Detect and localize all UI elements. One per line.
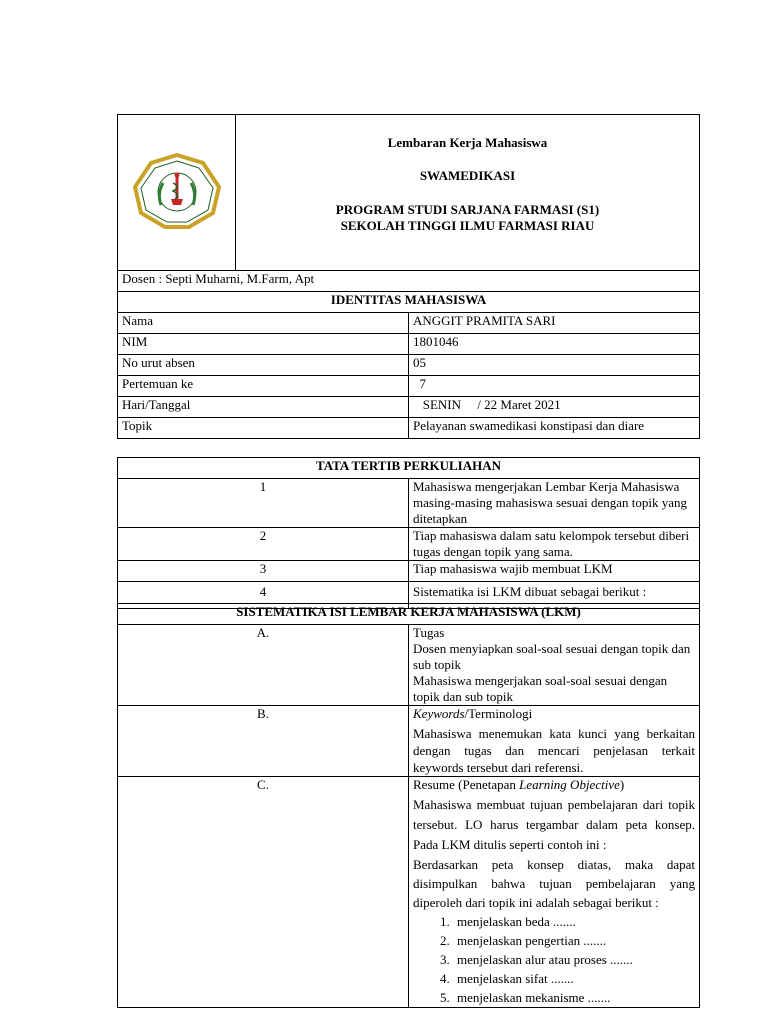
lkm-content-a xyxy=(409,625,700,706)
lkm-row-c xyxy=(118,777,700,1008)
identity-section-title: IDENTITAS MAHASISWA xyxy=(118,292,700,313)
identity-value: SENIN / 22 Maret 2021 xyxy=(409,397,700,418)
rule-row xyxy=(118,561,700,582)
title-cell xyxy=(236,115,700,271)
list-item: 1. menjelaskan beda ....... xyxy=(453,912,695,931)
identity-value: 1801046 xyxy=(409,334,700,355)
lkm-text: Mahasiswa menemukan kata kunci yang berkaitan dengan tugas dan mencari penjelasan terkait keywords tersebut dari referensi. xyxy=(413,726,695,775)
lkm-content-b xyxy=(409,706,700,777)
identity-value: 05 xyxy=(409,355,700,376)
identity-row-nim xyxy=(118,334,700,355)
rule-number: 4 xyxy=(118,582,409,609)
lecturer-text: Dosen : Septi Muharni, M.Farm, Apt xyxy=(118,271,700,292)
identity-value: ANGGIT PRAMITA SARI xyxy=(409,313,700,334)
rule-number: 2 xyxy=(118,528,409,561)
resume-italic: Learning Objective xyxy=(519,777,620,792)
lkm-text: Dosen menyiapkan soal-soal sesuai dengan topik dan sub topik xyxy=(413,641,691,672)
lkm-number: A. xyxy=(118,625,409,706)
lkm-text: Berdasarkan peta konsep diatas, maka dapat disimpulkan bahwa tujuan pembelajaran yang diperoleh dari topik ini adalah sebagai berikut : xyxy=(413,857,695,910)
rule-text: Tiap mahasiswa wajib membuat LKM xyxy=(409,561,700,582)
program-title: PROGRAM STUDI SARJANA FARMASI (S1) xyxy=(335,202,600,217)
rule-text: Sistematika isi LKM dibuat sebagai berikut : xyxy=(409,582,700,609)
resume-pre: Resume (Penetapan xyxy=(413,777,520,792)
lkm-title: SISTEMATIKA ISI LEMBAR KERJA MAHASISWA (LKM) xyxy=(118,604,700,625)
lkm-heading: Tugas xyxy=(413,625,445,640)
list-item: 3. menjelaskan alur atau proses ....... xyxy=(453,950,695,969)
rule-row xyxy=(118,528,700,561)
lkm-text: Mahasiswa membuat tujuan pembelajaran dari topik tersebut. LO harus tergambar dalam peta konsep. Pada LKM ditulis seperti contoh ini : xyxy=(413,797,695,852)
identity-row-nama xyxy=(118,313,700,334)
identity-label: Nama xyxy=(118,313,409,334)
identity-value: Pelayanan swamedikasi konstipasi dan diare xyxy=(409,418,700,439)
rules-title: TATA TERTIB PERKULIAHAN xyxy=(118,458,700,479)
identity-row-pertemuan xyxy=(118,376,700,397)
lkm-text: Mahasiswa mengerjakan soal-soal sesuai dengan topik dan sub topik xyxy=(413,673,668,704)
lkm-number: C. xyxy=(118,777,409,1008)
identity-label: No urut absen xyxy=(118,355,409,376)
lkm-heading xyxy=(413,706,695,722)
rule-number: 3 xyxy=(118,561,409,582)
lkm-row-b xyxy=(118,706,700,777)
identity-row-topik xyxy=(118,418,700,439)
lkm-content-c xyxy=(409,777,700,1008)
subject-title: SWAMEDIKASI xyxy=(419,168,516,183)
identity-row-absen xyxy=(118,355,700,376)
rule-text: Mahasiswa mengerjakan Lembar Kerja Mahasiswa masing-masing mahasiswa sesuai dengan topik yang ditetapkan xyxy=(409,479,700,528)
lkm-number: B. xyxy=(118,706,409,777)
rules-table xyxy=(117,457,700,609)
keywords-rest: /Terminologi xyxy=(464,706,533,721)
identity-row-tanggal xyxy=(118,397,700,418)
lkm-row-a xyxy=(118,625,700,706)
identity-label: NIM xyxy=(118,334,409,355)
resume-post: ) xyxy=(619,777,625,792)
identity-table xyxy=(117,270,700,439)
list-item: 4. menjelaskan sifat ....... xyxy=(453,969,695,988)
list-item: 5. menjelaskan mekanisme ....... xyxy=(453,988,695,1007)
identity-label: Hari/Tanggal xyxy=(118,397,409,418)
keywords-italic: Keywords xyxy=(413,706,465,721)
logo-cell xyxy=(118,115,236,271)
rule-text: Tiap mahasiswa dalam satu kelompok tersebut diberi tugas dengan topik yang sama. xyxy=(409,528,700,561)
institution-title: SEKOLAH TINGGI ILMU FARMASI RIAU xyxy=(340,218,595,233)
learning-objectives-list xyxy=(413,912,695,1007)
lkm-heading xyxy=(413,777,695,793)
document-title: Lembaran Kerja Mahasiswa xyxy=(387,135,548,150)
rule-row xyxy=(118,479,700,528)
header-table xyxy=(117,114,700,271)
list-item: 2. menjelaskan pengertian ....... xyxy=(453,931,695,950)
identity-label: Pertemuan ke xyxy=(118,376,409,397)
lkm-table xyxy=(117,603,700,1008)
institution-logo-icon xyxy=(131,153,223,229)
identity-value: 7 xyxy=(409,376,700,397)
rule-number: 1 xyxy=(118,479,409,528)
identity-label: Topik xyxy=(118,418,409,439)
